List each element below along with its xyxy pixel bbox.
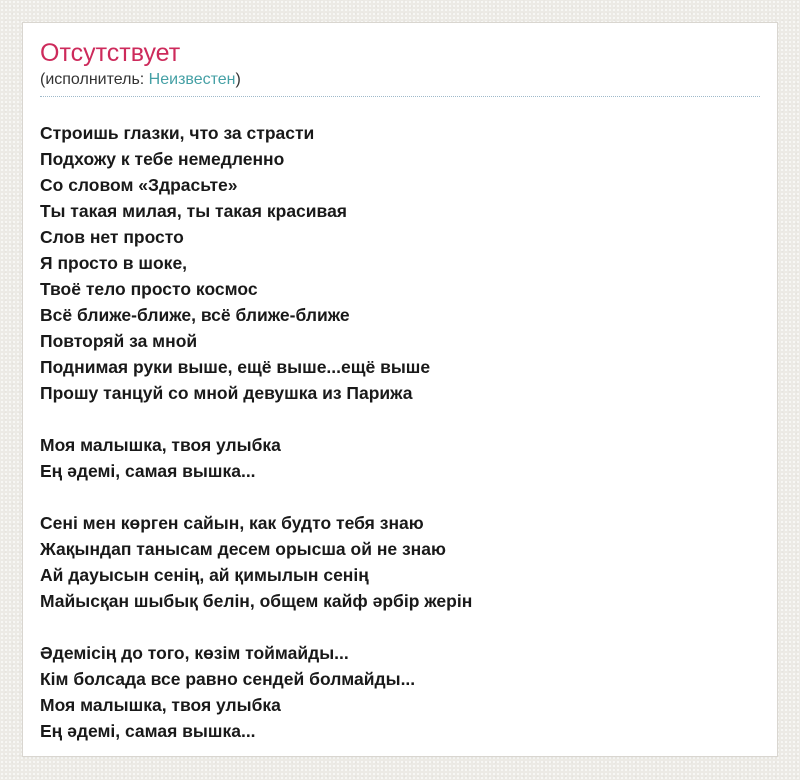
lyric-blank-line [40, 406, 760, 432]
lyric-line: Сені мен көрген сайын, как будто тебя знаю [40, 513, 424, 533]
artist-link[interactable]: Неизвестен [148, 71, 236, 88]
lyric-line: Моя малышка, твоя улыбка [40, 695, 281, 715]
lyric-line: Твоё тело просто космос [40, 279, 258, 299]
lyric-line: Жақындап танысам десем орысша ой не знаю [40, 539, 446, 559]
artist-label-prefix: (исполнитель: [40, 71, 149, 88]
lyric-line: Кім болсада все равно сендей болмайды... [40, 669, 416, 689]
lyrics-text [40, 120, 760, 744]
artist-label-suffix: ) [235, 71, 241, 88]
lyric-line: Поднимая руки выше, ещё выше...ещё выше [40, 357, 431, 377]
lyric-line: Строишь глазки, что за страсти [40, 123, 315, 143]
lyric-blank-line [40, 484, 760, 510]
lyric-line: Со словом «Здрасьте» [40, 175, 238, 195]
page-title: Отсутствует [40, 39, 181, 67]
lyric-line: Слов нет просто [40, 227, 184, 247]
lyric-line: Ай дауысын сенің, ай қимылын сенің [40, 565, 369, 585]
lyric-line: Ең әдемі, самая вышка... [40, 721, 256, 741]
lyric-line: Я просто в шоке, [40, 253, 188, 273]
lyric-line: Әдемісің до того, көзім тоймайды... [40, 643, 349, 663]
lyric-line: Подхожу к тебе немедленно [40, 149, 285, 169]
artist-line [40, 67, 760, 97]
lyric-line: Майысқан шыбық белін, общем кайф әрбір жерін [40, 591, 473, 611]
lyric-line: Повторяй за мной [40, 331, 198, 351]
lyric-blank-line [40, 614, 760, 640]
lyric-line: Прошу танцуй со мной девушка из Парижа [40, 383, 413, 403]
lyrics-card [22, 22, 778, 757]
lyric-line: Моя малышка, твоя улыбка [40, 435, 281, 455]
lyric-line: Ты такая милая, ты такая красивая [40, 201, 348, 221]
lyric-line: Ең әдемі, самая вышка... [40, 461, 256, 481]
lyric-line: Всё ближе-ближе, всё ближе-ближе [40, 305, 350, 325]
